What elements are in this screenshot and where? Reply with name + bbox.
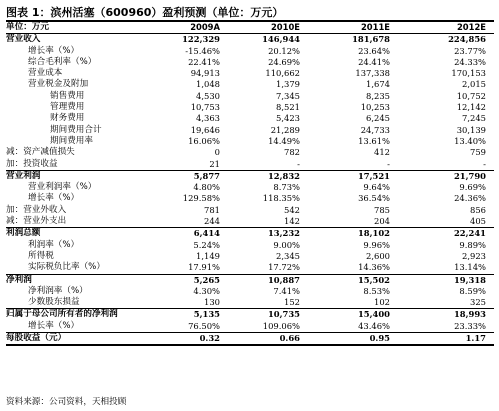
row-value: 24.41% [358,56,390,67]
row-value: 15,400 [357,309,390,320]
row-value: 24.33% [454,56,486,67]
row-value: 542 [284,204,300,215]
table-row [6,57,494,68]
row-value: 12,832 [267,170,300,181]
profit-forecast-table [6,22,494,346]
row-value: 17.72% [268,262,300,273]
row-value: 10,253 [360,102,390,113]
row-value: 13,232 [267,228,300,239]
row-value: 36.54% [358,193,390,204]
row-value: 21,289 [270,124,300,135]
row-value: 5.24% [193,239,220,250]
row-label: 每股收益（元） [6,333,67,344]
table-row [6,102,494,113]
row-value: 9.89% [459,239,486,250]
row-value: 118.35% [262,193,300,204]
row-label: 加：投资收益 [6,158,58,169]
row-value: 19,318 [453,274,486,285]
row-value: 781 [204,204,220,215]
row-value: 14.36% [358,262,390,273]
row-label: 增长率（%） [28,193,80,204]
table-body [6,34,494,346]
row-value: 782 [284,147,300,158]
row-value: 23.77% [454,45,486,56]
row-value: 0.32 [199,333,220,344]
row-value: 7.41% [273,285,300,296]
table-row [6,321,494,332]
header-year: 2009A [190,22,220,32]
row-value: 2,600 [366,250,390,261]
row-value: 23.33% [454,320,486,331]
table-row [6,240,494,251]
table-row [6,125,494,136]
row-value: 759 [470,147,486,158]
row-value: 16.06% [188,135,220,146]
table-row [6,68,494,79]
row-label: 管理费用 [50,102,85,113]
row-value: 19,646 [190,124,220,135]
row-value: 10,887 [267,274,300,285]
row-value: 13.61% [358,135,390,146]
table-row [6,297,494,308]
table-row [6,286,494,297]
row-value: 4,363 [196,113,220,124]
table-row [6,205,494,216]
row-value: 6,245 [366,113,390,124]
row-value: 1,379 [276,79,300,90]
row-value: 1,149 [196,250,220,261]
row-label: 营业税金及附加 [28,79,89,90]
table-row [6,216,494,227]
row-value: 22.41% [188,56,220,67]
row-value: 2,345 [276,250,300,261]
table-row [6,159,494,170]
row-label: 期间费用率 [50,135,93,146]
row-value: 5,265 [193,274,220,285]
row-value: 109.06% [262,320,300,331]
table-row [6,91,494,102]
header-year: 2010E [270,22,300,32]
row-label: 营业成本 [28,68,63,79]
row-value: 21 [209,158,220,169]
row-value: 5,423 [276,113,300,124]
row-label: 实际税负比率（%） [28,262,105,273]
row-value: 2,015 [462,79,486,90]
row-label: 增长率（%） [28,320,80,331]
row-value: 9.00% [273,239,300,250]
row-value: 405 [470,216,486,227]
row-value: 102 [374,297,390,308]
row-label: 营业收入 [6,34,41,45]
row-label: 归属于母公司所有者的净利润 [6,309,118,320]
table-row [6,79,494,90]
row-value: 325 [470,297,486,308]
table-row [6,136,494,147]
table-row [6,147,494,158]
row-label: 营业利润率（%） [28,182,97,193]
row-label: 所得税 [28,250,54,261]
row-value: 17.91% [188,262,220,273]
row-value: 13.14% [454,262,486,273]
row-value: 14.49% [268,135,300,146]
row-value: 4.80% [193,182,220,193]
row-value: 9.96% [363,239,390,250]
row-value: 0.66 [279,333,300,344]
row-label: 净利润 [6,274,32,285]
table-row [6,34,494,45]
table-title: 图表 1：滨州活塞（600960）盈利预测（单位：万元） [6,6,284,19]
row-value: 204 [374,216,390,227]
row-label: 销售费用 [50,90,85,101]
row-value: 170,153 [451,68,486,79]
row-value: 9.64% [363,182,390,193]
row-value: 412 [374,147,390,158]
header-year: 2011E [360,22,390,32]
row-value: 5,877 [193,170,220,181]
header-unit-label: 单位：万元 [6,22,49,32]
row-value: 10,752 [456,90,486,101]
row-value: 10,735 [267,309,300,320]
row-value: 94,913 [190,68,220,79]
row-label: 期间费用合计 [50,124,102,135]
table-header-row [6,22,494,34]
row-value: - [483,158,486,169]
row-value: 130 [204,297,220,308]
row-value: 4.30% [193,285,220,296]
table-row [6,193,494,204]
row-value: 142 [284,216,300,227]
row-label: 减：营业外支出 [6,216,67,227]
row-value: 6,414 [193,228,220,239]
row-value: 15,502 [357,274,390,285]
row-value: 18,102 [357,228,390,239]
row-value: 4,530 [196,90,220,101]
row-value: 0 [214,147,220,158]
row-value: 7,345 [276,90,300,101]
row-value: 8.73% [273,182,300,193]
row-value: 10,753 [190,102,220,113]
row-value: 1,674 [366,79,390,90]
row-label: 减：资产减值损失 [6,147,75,158]
row-value: -15.46% [185,45,220,56]
row-label: 利润率（%） [28,239,80,250]
table-row [6,227,494,239]
table-row [6,113,494,124]
row-value: 21,790 [453,170,486,181]
row-value: - [297,158,300,169]
row-value: 9.69% [459,182,486,193]
row-value: 110,662 [265,68,300,79]
row-value: 1,048 [196,79,220,90]
row-value: 76.50% [188,320,220,331]
header-year: 2012E [456,22,486,32]
row-label: 营业利润 [6,170,41,181]
row-value: 224,856 [448,34,486,45]
row-label: 加：营业外收入 [6,204,67,215]
table-row [6,46,494,57]
row-value: - [387,158,390,169]
row-value: 24.69% [268,56,300,67]
row-value: 23.64% [358,45,390,56]
row-value: 2,923 [462,250,486,261]
row-value: 856 [470,204,486,215]
row-value: 146,944 [262,34,300,45]
row-label: 少数股东损益 [28,297,80,308]
row-value: 18,993 [453,309,486,320]
row-value: 12,142 [456,102,486,113]
row-value: 8.59% [459,285,486,296]
row-label: 财务费用 [50,113,85,124]
table-row [6,262,494,273]
row-value: 22,241 [453,228,486,239]
table-row [6,332,494,346]
row-value: 24,733 [360,124,390,135]
row-value: 5,135 [193,309,220,320]
row-value: 0.95 [369,333,390,344]
row-value: 1.17 [465,333,486,344]
table-row [6,308,494,320]
row-value: 244 [204,216,220,227]
row-value: 8,235 [366,90,390,101]
table-row [6,182,494,193]
row-value: 785 [374,204,390,215]
row-value: 137,338 [355,68,390,79]
row-value: 122,329 [182,34,220,45]
row-label: 利润总额 [6,228,41,239]
table-row [6,251,494,262]
row-value: 8.53% [363,285,390,296]
row-value: 43.46% [358,320,390,331]
row-value: 20.12% [268,45,300,56]
row-value: 152 [284,297,300,308]
row-value: 7,245 [462,113,486,124]
row-value: 17,521 [357,170,390,181]
row-value: 8,521 [276,102,300,113]
table-row [6,170,494,182]
row-label: 净利润率（%） [28,285,88,296]
row-value: 129.58% [182,193,220,204]
row-value: 30,139 [456,124,486,135]
row-value: 181,678 [352,34,390,45]
row-value: 13.40% [454,135,486,146]
row-label: 综合毛利率（%） [28,56,97,67]
table-row [6,274,494,286]
row-value: 24.36% [454,193,486,204]
source-note: 资料来源：公司资料，天相投顾 [6,397,127,407]
row-label: 增长率（%） [28,45,80,56]
